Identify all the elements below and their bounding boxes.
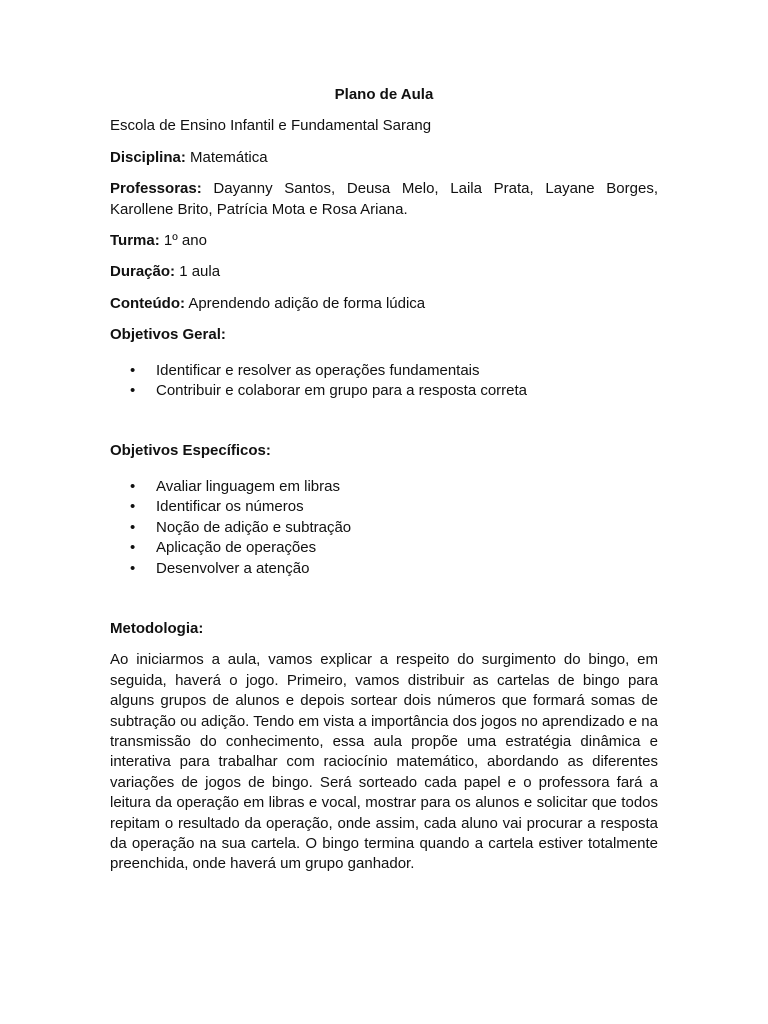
list-item <box>110 497 658 517</box>
bullet-icon: • <box>130 477 136 495</box>
field-label: Professoras: <box>110 180 202 198</box>
field-disciplina <box>110 148 658 168</box>
list-item <box>110 361 658 381</box>
bullet-icon: • <box>130 559 136 577</box>
school-name: Escola de Ensino Infantil e Fundamental Sarang <box>110 117 432 135</box>
bullet-icon: • <box>130 361 136 379</box>
bullet-icon: • <box>130 539 136 557</box>
list-item-text: Identificar e resolver as operações fundamentais <box>156 361 480 379</box>
objetivos-especificos-heading: Objetivos Específicos: <box>110 442 271 460</box>
field-value: Dayanny Santos, Deusa Melo, Laila Prata, Layane Borges, Karollene Brito, Patrícia Mota e Rosa Ariana. <box>110 180 658 218</box>
list-item-text: Noção de adição e subtração <box>156 518 352 536</box>
field-value: 1 aula <box>175 263 221 281</box>
field-value: Matemática <box>185 148 268 166</box>
field-value: Aprendendo adição de forma lúdica <box>184 294 426 312</box>
list-item <box>110 518 658 538</box>
field-value: 1º ano <box>159 232 207 250</box>
list-item <box>110 381 658 401</box>
field-conteudo <box>110 294 658 314</box>
bullet-icon: • <box>130 518 136 536</box>
field-label: Turma: <box>110 232 160 250</box>
metodologia-heading: Metodologia: <box>110 619 204 637</box>
list-item-text: Desenvolver a atenção <box>156 559 310 577</box>
field-duracao <box>110 262 658 282</box>
field-professoras <box>110 179 658 220</box>
objetivos-especificos-list <box>110 477 658 579</box>
list-item-text: Contribuir e colaborar em grupo para a resposta correta <box>156 382 528 400</box>
document-title: Plano de Aula <box>334 86 434 103</box>
objetivos-geral-list <box>110 361 658 402</box>
bullet-icon: • <box>130 382 136 400</box>
field-label: Duração: <box>110 263 176 281</box>
list-item <box>110 538 658 558</box>
field-turma <box>110 231 658 251</box>
bullet-icon: • <box>130 498 136 516</box>
list-item-text: Identificar os números <box>156 498 304 516</box>
list-item-text: Aplicação de operações <box>156 539 317 557</box>
objetivos-geral-heading: Objetivos Geral: <box>110 326 226 344</box>
field-label: Disciplina: <box>110 148 186 166</box>
list-item <box>110 477 658 497</box>
field-label: Conteúdo: <box>110 294 185 312</box>
list-item-text: Avaliar linguagem em libras <box>156 477 340 495</box>
metodologia-paragraph: Ao iniciarmos a aula, vamos explicar a respeito do surgimento do bingo, em seguida, haverá o jogo. Primeiro, vamos distribuir as cartelas de bingo para alguns grupos de alunos e depois sortear dois números que formará somas de subtração ou adição. Tendo em vista a importância dos jogos no aprendizado e na transmissão do conhecimento, essa aula propõe uma estratégia dinâmica e interativa para trabalhar com raciocínio matemático, abordando as diferentes variações de jogos de bingo. Será sorteado cada papel e o professora fará a leitura da operação em libras e vocal, mostrar para os alunos e solicitar que todos repitam o resultado da operação, onde assim, cada aluno vai procurar a resposta da operação na sua cartela. O bingo termina quando a cartela estiver totalmente preenchida, onde haverá um grupo ganhador. <box>110 651 658 873</box>
list-item <box>110 559 658 579</box>
